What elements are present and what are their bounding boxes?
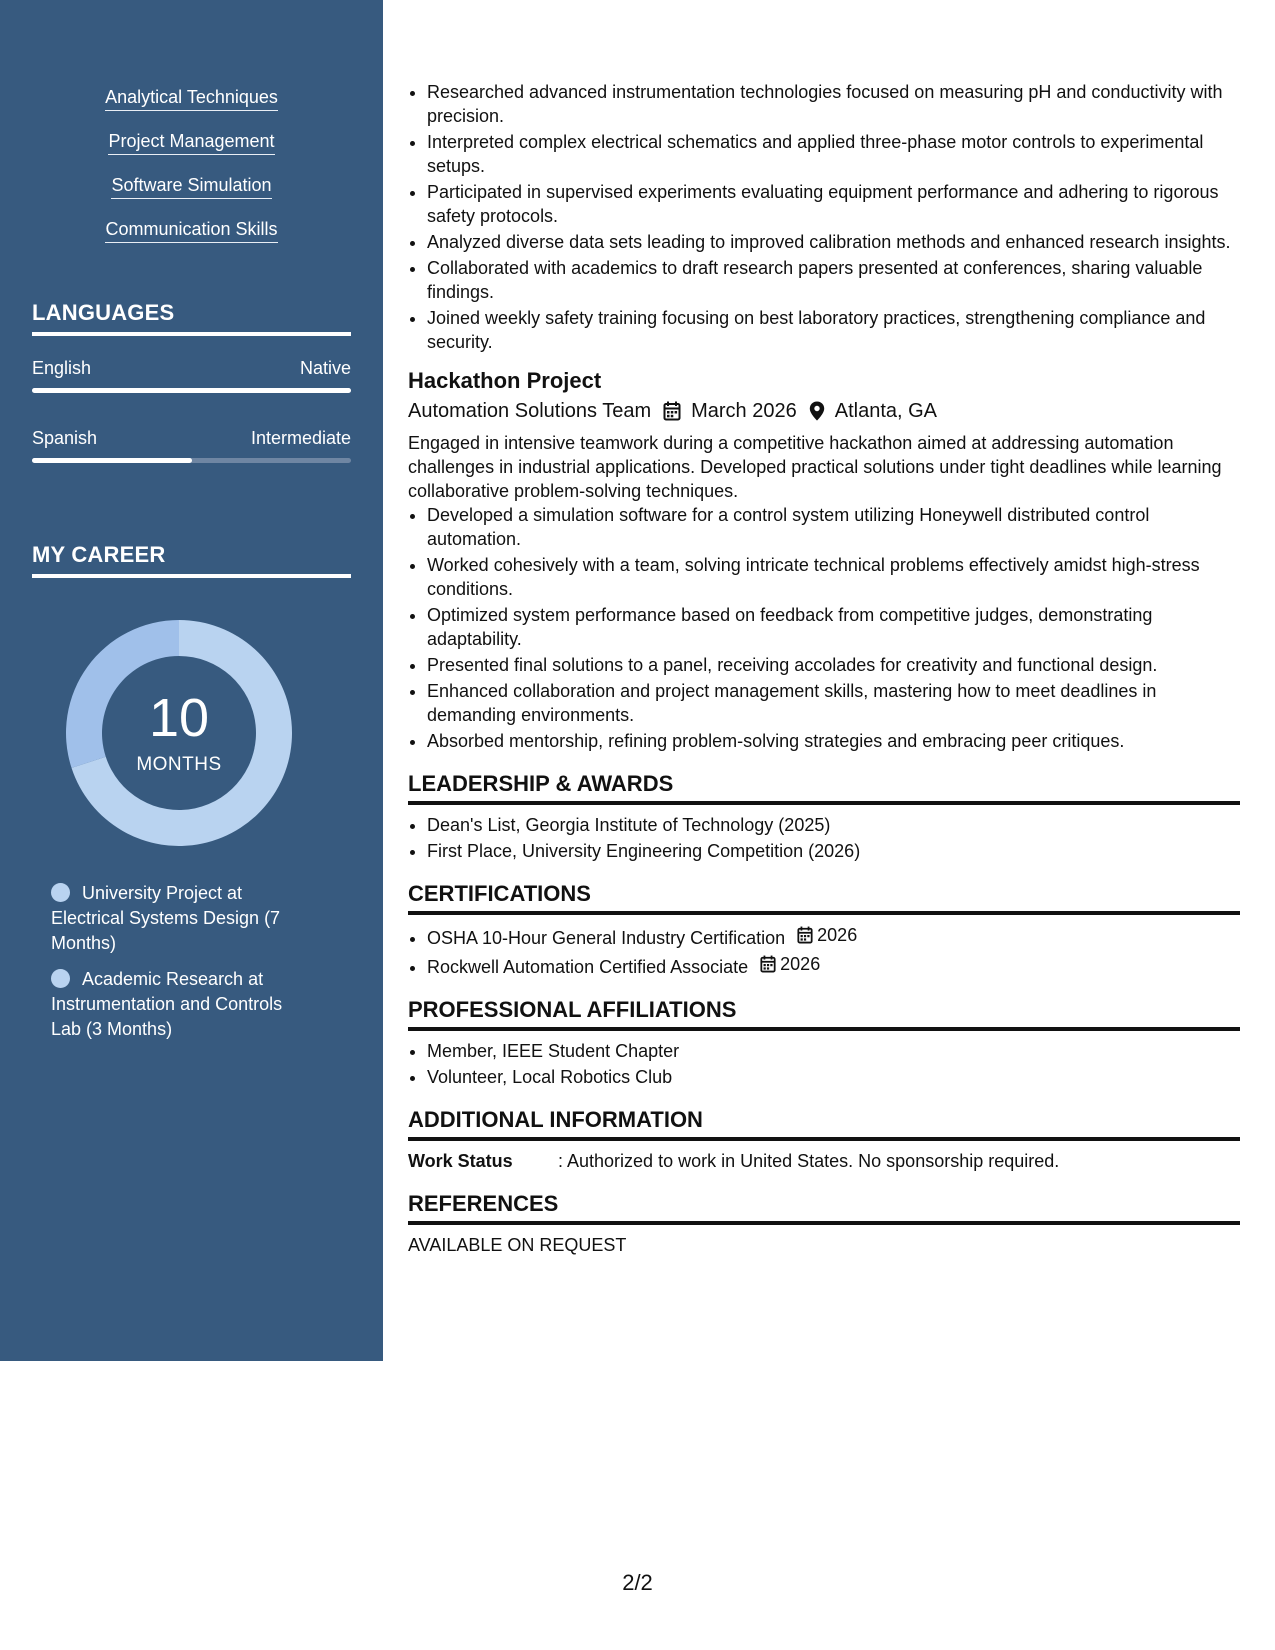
language-english [32, 357, 351, 393]
list-item: • Dean's List, Georgia Institute of Technology (2025) [427, 813, 1240, 837]
list-item: • Member, IEEE Student Chapter [427, 1039, 1240, 1063]
list-item: • Developed a simulation software for a control system utilizing Honeywell distributed control automation. [427, 503, 1240, 551]
list-item: • Worked cohesively with a team, solving intricate technical problems effectively amidst high-stress conditions. [427, 553, 1240, 601]
location-pin-icon [809, 401, 825, 421]
list-item: • Absorbed mentorship, refining problem-solving strategies and embracing peer critiques. [427, 729, 1240, 753]
skills-list [0, 86, 383, 243]
career-legend-label: Academic Research at Instrumentation and Controls Lab (3 Months) [51, 969, 283, 1039]
additional-info-heading: ADDITIONAL INFORMATION [408, 1107, 1240, 1141]
certification-name: Rockwell Automation Certified Associate [427, 957, 749, 977]
language-bar [32, 458, 351, 463]
language-bar-fill [32, 388, 351, 393]
certification-year: 2026 [780, 954, 821, 974]
skill-item: Software Simulation [111, 174, 271, 199]
list-item: • Analyzed diverse data sets leading to improved calibration methods and enhanced research insights. [427, 230, 1240, 254]
list-item: • Presented final solutions to a panel, receiving accolades for creativity and functional design. [427, 653, 1240, 677]
work-status-row [408, 1149, 1240, 1173]
main-content [408, 80, 1240, 1257]
language-spanish [32, 427, 351, 463]
list-item: • Collaborated with academics to draft research papers presented at conferences, sharing valuable findings. [427, 256, 1240, 304]
certifications-heading: CERTIFICATIONS [408, 881, 1240, 915]
calendar-icon [663, 401, 681, 421]
list-item: • Enhanced collaboration and project management skills, mastering how to meet deadlines in demanding environments. [427, 679, 1240, 727]
work-status-label: Work Status [408, 1151, 513, 1171]
career-total-value: 10 [148, 688, 210, 748]
project-bullets [408, 503, 1240, 753]
page-number: 2/2 [622, 1570, 653, 1595]
work-status-value: : Authorized to work in United States. No sponsorship required. [558, 1151, 1060, 1171]
affiliations-heading: PROFESSIONAL AFFILIATIONS [408, 997, 1240, 1031]
language-level: Native [299, 358, 351, 378]
list-item: • Participated in supervised experiments evaluating equipment performance and adhering to rigorous safety protocols. [427, 180, 1240, 228]
skill-item: Analytical Techniques [105, 86, 278, 111]
project-location: Atlanta, GA [834, 400, 938, 422]
career-legend-item [51, 967, 311, 1042]
list-item: • First Place, University Engineering Competition (2026) [427, 839, 1240, 863]
calendar-icon [797, 926, 813, 944]
list-item: • Joined weekly safety training focusing on best laboratory practices, strengthening compliance and security. [427, 306, 1240, 354]
certification-name: OSHA 10-Hour General Industry Certification [427, 928, 786, 948]
project-title: Hackathon Project [408, 368, 602, 393]
list-item [427, 923, 1240, 950]
list-item: • Interpreted complex electrical schematics and applied three-phase motor controls to experimental setups. [427, 130, 1240, 178]
project-meta [408, 398, 1240, 424]
list-item [427, 952, 1240, 979]
research-bullets [408, 80, 1240, 354]
legend-dot-icon [51, 883, 70, 902]
career-heading: MY CAREER [32, 542, 351, 578]
career-donut-chart [66, 620, 292, 846]
career-legend-item [51, 881, 311, 956]
career-legend-label: University Project at Electrical Systems Design (7 Months) [51, 883, 281, 953]
sidebar [0, 0, 383, 1361]
certification-year: 2026 [817, 925, 858, 945]
project-description: Engaged in intensive teamwork during a competitive hackathon aimed at addressing automation challenges in industrial applications. Developed practical solutions under tight deadlines while learning collaborative problem-solving techniques. [408, 433, 1222, 501]
language-name: English [32, 358, 92, 378]
skill-item: Project Management [108, 130, 274, 155]
list-item: • Volunteer, Local Robotics Club [427, 1065, 1240, 1089]
career-legend [51, 881, 311, 1042]
list-item: • Optimized system performance based on feedback from competitive judges, demonstrating adaptability. [427, 603, 1240, 651]
leadership-heading: LEADERSHIP & AWARDS [408, 771, 1240, 805]
language-bar [32, 388, 351, 393]
affiliations-list [408, 1039, 1240, 1089]
skill-item: Communication Skills [105, 218, 277, 243]
career-total-unit: MONTHS [136, 754, 222, 775]
references-text: AVAILABLE ON REQUEST [408, 1235, 627, 1255]
language-name: Spanish [32, 428, 98, 448]
leadership-list [408, 813, 1240, 863]
calendar-icon [760, 955, 776, 973]
certifications-list [408, 923, 1240, 979]
languages-heading: LANGUAGES [32, 300, 351, 336]
project-date: March 2026 [691, 400, 797, 422]
list-item: • Researched advanced instrumentation technologies focused on measuring pH and conductivity with precision. [427, 80, 1240, 128]
legend-dot-icon [51, 969, 70, 988]
references-heading: REFERENCES [408, 1191, 1240, 1225]
project-team: Automation Solutions Team [408, 400, 652, 422]
language-level: Intermediate [250, 428, 351, 448]
language-bar-fill [32, 458, 192, 463]
